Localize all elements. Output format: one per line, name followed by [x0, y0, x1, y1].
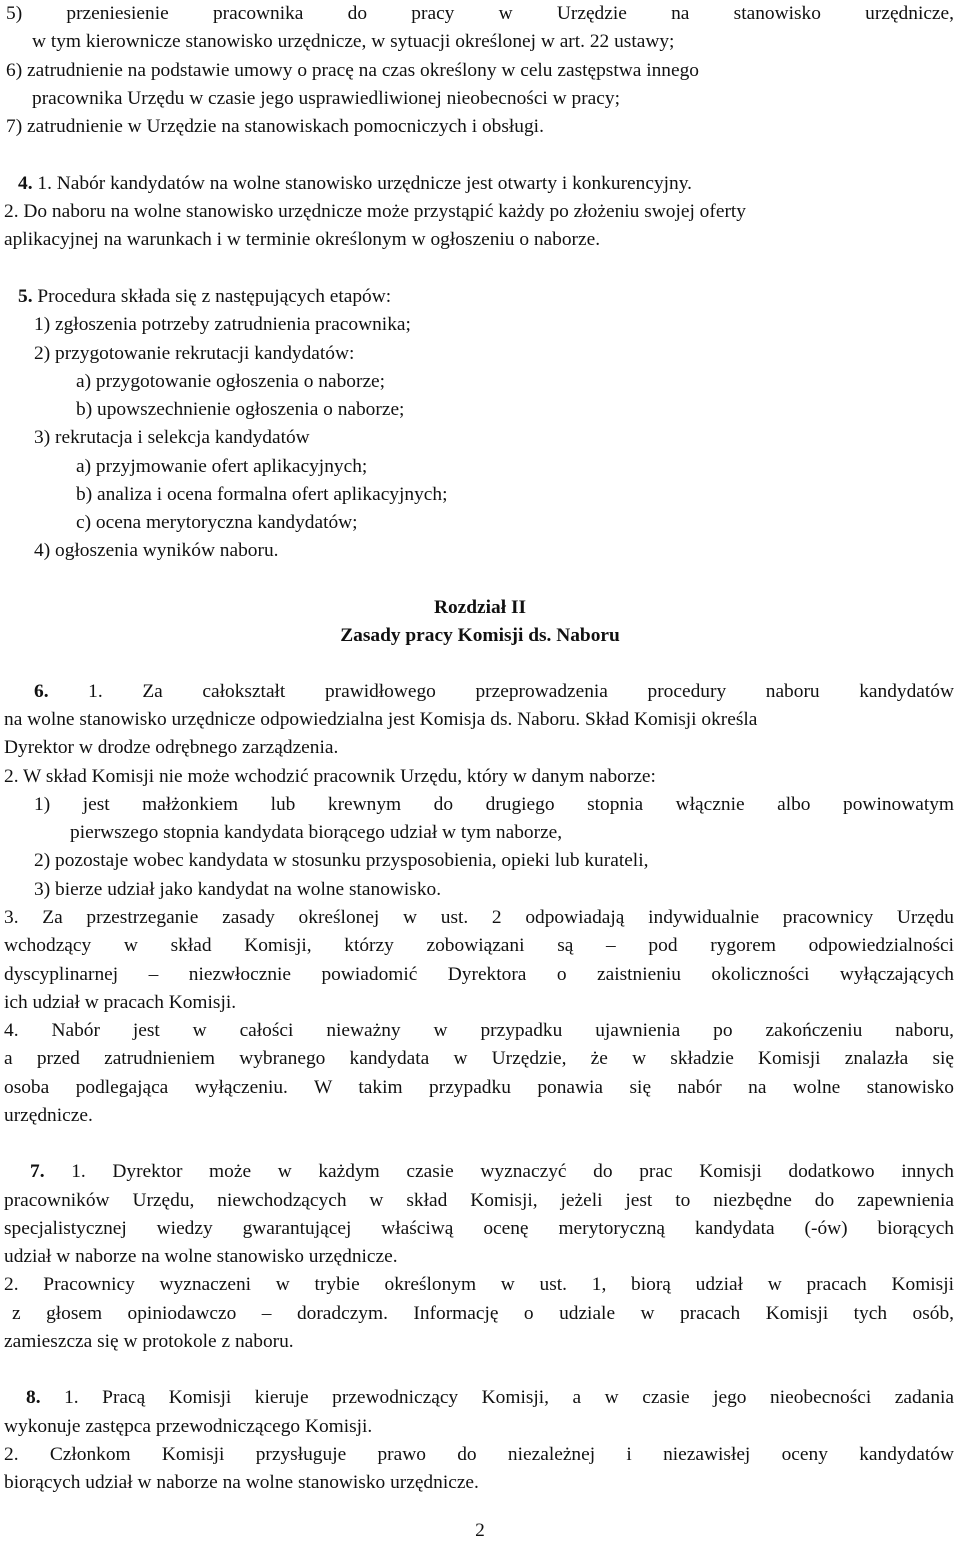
text-line	[30, 1158, 954, 1186]
text-line	[32, 28, 954, 56]
line-text: 1. Nabór kandydatów na wolne stanowisko urzędnicze jest otwarty i konkurencyjny.	[37, 173, 693, 194]
line-text: 3) rekrutacja i selekcja kandydatów	[34, 427, 310, 448]
text-line	[4, 1102, 954, 1130]
line-text: b) analiza i ocena formalna ofert aplikacyjnych;	[76, 484, 448, 505]
text-line	[4, 198, 954, 226]
text-line	[4, 1187, 954, 1215]
paragraph-number: 8.	[26, 1387, 65, 1408]
text-line	[4, 1045, 954, 1073]
line-text: 2) pozostaje wobec kandydata w stosunku przysposobienia, opieki lub kurateli,	[34, 850, 649, 871]
line-text: pracownika Urzędu w czasie jego usprawiedliwionej nieobecności w pracy;	[32, 88, 620, 109]
text-line	[34, 311, 954, 339]
line-text: 1) jest małżonkiem lub krewnym do drugiego stopnia włącznie albo powinowatym	[34, 794, 954, 815]
chapter-title: Rozdział II	[433, 597, 527, 618]
line-text: z głosem opiniodawczo – doradczym. Informację o udziale w pracach Komisji tych osób,	[12, 1303, 954, 1324]
line-text: 3) bierze udział jako kandydat na wolne stanowisko.	[34, 879, 442, 900]
line-text: udział w naborze na wolne stanowisko urzędnicze.	[4, 1246, 398, 1267]
text-line	[4, 961, 954, 989]
line-text: a) przygotowanie ogłoszenia o naborze;	[76, 371, 386, 392]
text-line	[12, 1300, 954, 1328]
text-line	[34, 791, 954, 819]
line-text: a przed zatrudnieniem wybranego kandydata w Urzędzie, że w składzie Komisji znalazła się	[4, 1048, 954, 1069]
text-line	[34, 847, 954, 875]
text-line	[76, 368, 954, 396]
line-text: w tym kierownicze stanowisko urzędnicze, w sytuacji określonej w art. 22 ustawy;	[32, 31, 675, 52]
line-text: osoba podlegająca wyłączeniu. W takim przypadku ponawia się nabór na wolne stanowisko	[4, 1077, 954, 1098]
text-line	[4, 1441, 954, 1469]
text-line	[34, 678, 954, 706]
text-line	[26, 1384, 954, 1412]
line-text: 2) przygotowanie rekrutacji kandydatów:	[34, 343, 355, 364]
text-line	[34, 876, 954, 904]
line-text: 2. Do naboru na wolne stanowisko urzędnicze może przystąpić każdy po złożeniu swojej oferty	[4, 201, 746, 222]
line-text: pierwszego stopnia kandydata biorącego udział w tym naborze,	[70, 822, 563, 843]
line-text: aplikacyjnej na warunkach i w terminie określonym w ogłoszeniu o naborze.	[4, 229, 601, 250]
line-text: specjalistycznej wiedzy gwarantującej właściwą ocenę merytoryczną kandydata (-ów) biorących	[4, 1218, 954, 1239]
line-text: 5) przeniesienie pracownika do pracy w Urzędzie na stanowisko urzędnicze,	[6, 3, 954, 24]
chapter-subtitle: Zasady pracy Komisji ds. Naboru	[340, 625, 620, 646]
line-text: ich udział w pracach Komisji.	[4, 992, 237, 1013]
text-line	[4, 1469, 954, 1497]
text-line	[4, 1017, 954, 1045]
line-text: wykonuje zastępca przewodniczącego Komisji.	[4, 1416, 373, 1437]
text-line	[76, 453, 954, 481]
line-text: zamieszcza się w protokole z naboru.	[4, 1331, 294, 1352]
text-line	[4, 226, 954, 254]
line-text: 1. Pracą Komisji kieruje przewodniczący Komisji, a w czasie jego nieobecności zadania	[64, 1387, 955, 1408]
text-line	[18, 170, 954, 198]
text-line	[4, 1074, 954, 1102]
text-line	[4, 904, 954, 932]
line-text: 1) zgłoszenia potrzeby zatrudnienia pracownika;	[34, 314, 411, 335]
line-text: dyscyplinarnej – niezwłocznie powiadomić Dyrektora o zaistnieniu okoliczności wyłączających	[4, 964, 954, 985]
text-line	[4, 1215, 954, 1243]
text-line	[4, 763, 954, 791]
line-text: na wolne stanowisko urzędnicze odpowiedzialna jest Komisja ds. Naboru. Skład Komisji określa	[4, 709, 758, 730]
line-text: pracowników Urzędu, niewchodzących w skład Komisji, jeżeli jest to niezbędne do zapewnienia	[4, 1190, 954, 1211]
text-line	[6, 57, 954, 85]
text-line	[6, 113, 954, 141]
text-line	[4, 706, 954, 734]
line-text: 2. Pracownicy wyznaczeni w trybie określonym w ust. 1, biorą udział w pracach Komisji	[4, 1274, 954, 1295]
line-text: Dyrektor w drodze odrębnego zarządzenia.	[4, 737, 339, 758]
paragraph-number: 4.	[18, 173, 38, 194]
line-text: urzędnicze.	[4, 1105, 93, 1126]
line-text: c) ocena merytoryczna kandydatów;	[76, 512, 358, 533]
line-text: 3. Za przestrzeganie zasady określonej w ust. 2 odpowiadają indywidualnie pracownicy Urzędu	[4, 907, 954, 928]
text-line	[70, 819, 954, 847]
line-text: wchodzący w skład Komisji, którzy zobowiązani są – pod rygorem odpowiedzialności	[4, 935, 954, 956]
text-line	[32, 85, 954, 113]
text-line	[18, 283, 954, 311]
paragraph-number: 5.	[18, 286, 38, 307]
line-text: biorących udział w naborze na wolne stanowisko urzędnicze.	[4, 1472, 479, 1493]
text-line	[6, 0, 954, 28]
line-text: 2. W skład Komisji nie może wchodzić pracownik Urzędu, który w danym naborze:	[4, 766, 656, 787]
text-line	[4, 1271, 954, 1299]
text-line	[34, 537, 954, 565]
text-line	[76, 509, 954, 537]
paragraph-number: 6.	[34, 681, 89, 702]
line-text: 2. Członkom Komisji przysługuje prawo do niezależnej i niezawisłej oceny kandydatów	[4, 1444, 954, 1465]
line-text: 7) zatrudnienie w Urzędzie na stanowiskach pomocniczych i obsługi.	[6, 116, 544, 137]
paragraph-number: 7.	[30, 1161, 72, 1182]
text-line	[34, 424, 954, 452]
line-text: 1. Za całokształt prawidłowego przeprowadzenia procedury naboru kandydatów	[88, 681, 954, 702]
text-line	[76, 481, 954, 509]
line-text: Procedura składa się z następujących etapów:	[37, 286, 392, 307]
text-line	[4, 1243, 954, 1271]
text-line	[4, 734, 954, 762]
text-line	[76, 396, 954, 424]
text-line	[34, 340, 954, 368]
line-text: a) przyjmowanie ofert aplikacyjnych;	[76, 456, 368, 477]
text-line	[4, 1413, 954, 1441]
text-line	[4, 932, 954, 960]
line-text: 6) zatrudnienie na podstawie umowy o pracę na czas określony w celu zastępstwa innego	[6, 60, 699, 81]
line-text: 4. Nabór jest w całości nieważny w przypadku ujawnienia po zakończeniu naboru,	[4, 1020, 954, 1041]
line-text: b) upowszechnienie ogłoszenia o naborze;	[76, 399, 405, 420]
line-text: 4) ogłoszenia wyników naboru.	[34, 540, 279, 561]
text-line	[4, 1328, 954, 1356]
page-number: 2	[475, 1520, 485, 1541]
text-line	[4, 989, 954, 1017]
line-text: 1. Dyrektor może w każdym czasie wyznaczyć do prac Komisji dodatkowo innych	[71, 1161, 954, 1182]
